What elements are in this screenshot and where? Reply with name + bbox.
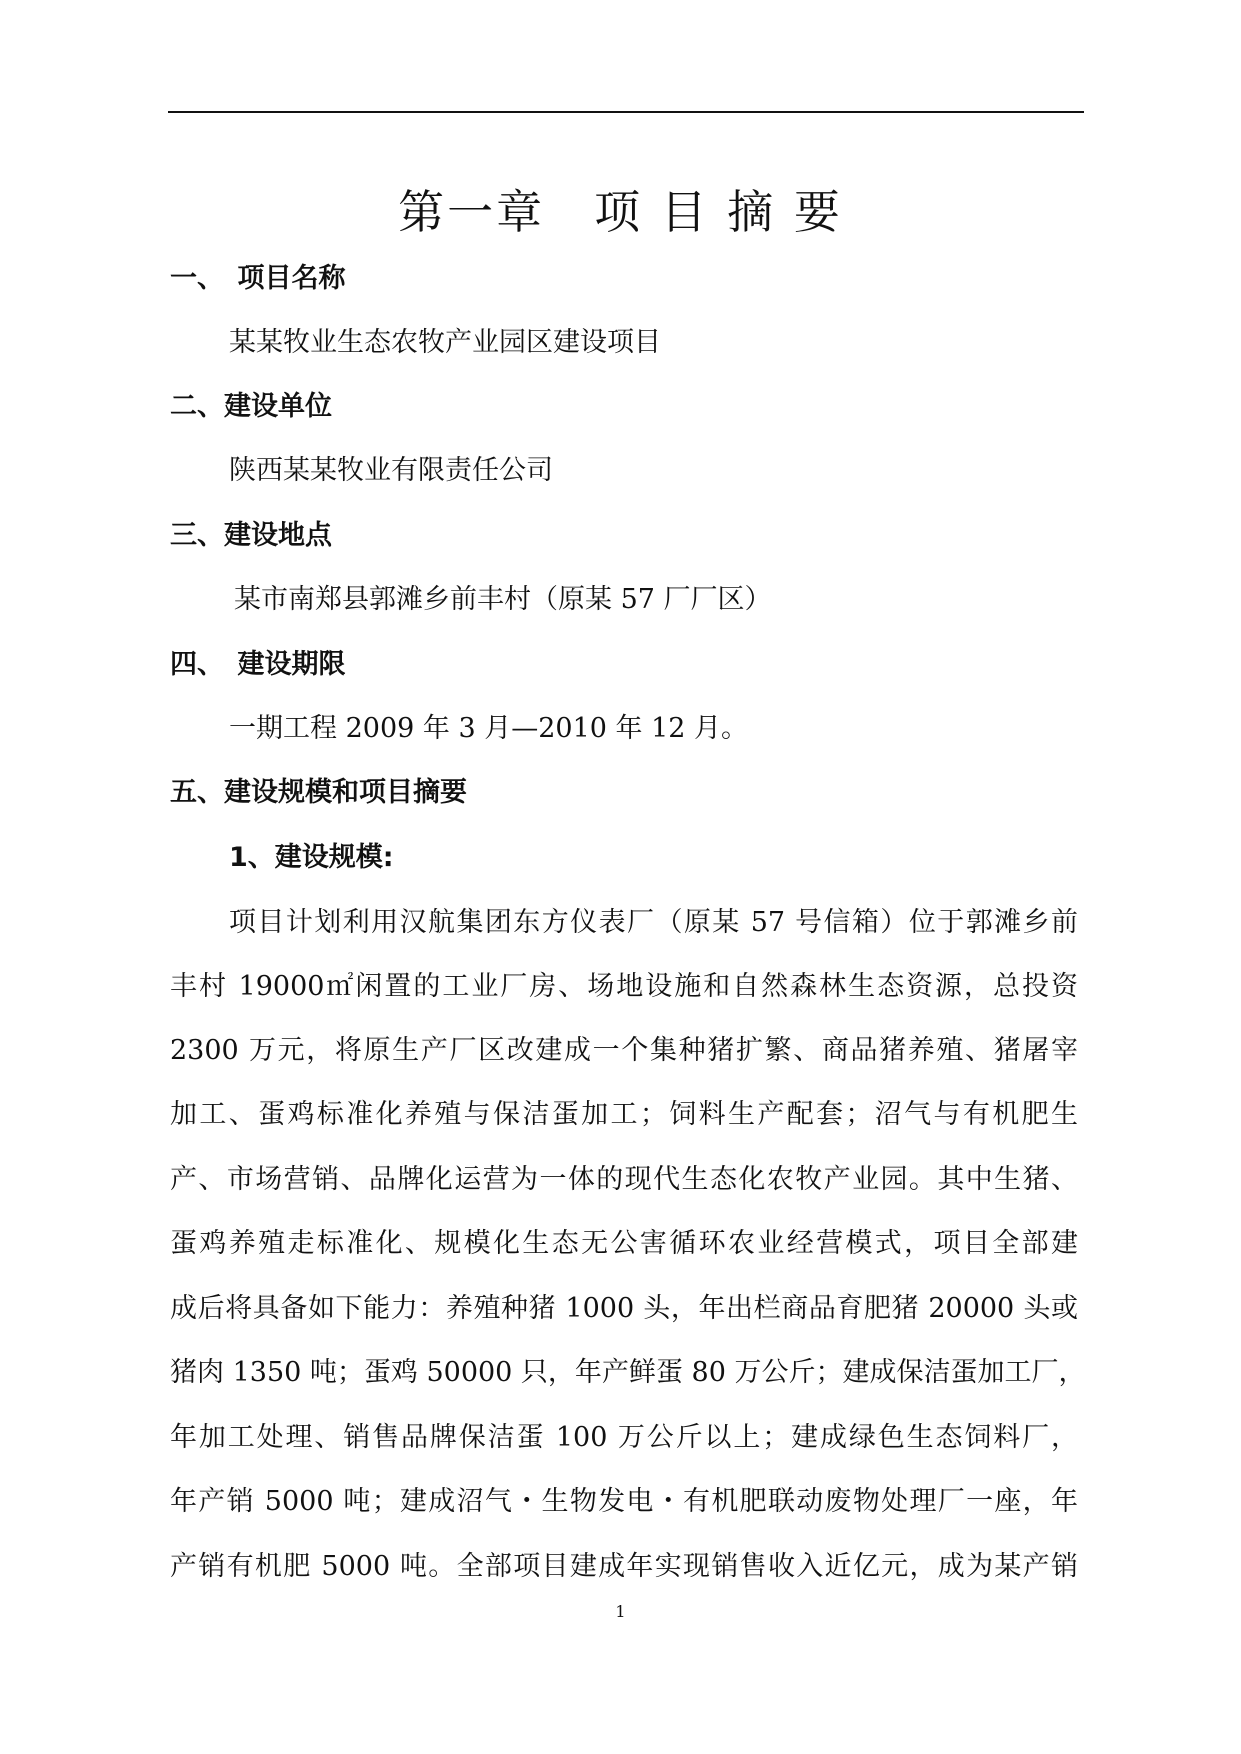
page-title: 第一章 项 目 摘 要 (398, 185, 843, 239)
paragraph-line: 2300 万元，将原生产厂区改建成一个集种猪扩繁、商品猪养殖、猪屠宰 (170, 1035, 1078, 1066)
section-body-construction-site: 某市南郑县郭滩乡前丰村（原某 57 厂厂区） (234, 584, 772, 615)
paragraph-line: 加工、蛋鸡标准化养殖与保洁蛋加工；饲料生产配套；沼气与有机肥生 (170, 1099, 1078, 1130)
section-heading-construction-site: 三、建设地点 (170, 520, 332, 551)
section-body-project-name: 某某牧业生态农牧产业园区建设项目 (229, 327, 661, 358)
section-heading-project-name: 一、 项目名称 (170, 263, 346, 294)
paragraph-line: 项目计划利用汉航集团东方仪表厂（原某 57 号信箱）位于郭滩乡前 (229, 907, 1078, 938)
section-body-construction-period: 一期工程 2009 年 3 月—2010 年 12 月。 (229, 713, 749, 744)
section-body-construction-unit: 陕西某某牧业有限责任公司 (229, 455, 553, 486)
section-heading-construction-period: 四、 建设期限 (170, 649, 346, 680)
paragraph-line: 成后将具备如下能力：养殖种猪 1000 头，年出栏商品育肥猪 20000 头或 (170, 1293, 1078, 1324)
section-heading-construction-unit: 二、建设单位 (170, 391, 332, 422)
paragraph-line: 年产销 5000 吨；建成沼气・生物发电・有机肥联动废物处理厂一座，年 (170, 1486, 1078, 1517)
paragraph-line: 产、市场营销、品牌化运营为一体的现代生态化农牧产业园。其中生猪、 (170, 1164, 1078, 1195)
paragraph-line: 产销有机肥 5000 吨。全部项目建成年实现销售收入近亿元，成为某产销 (170, 1551, 1078, 1582)
header-rule (168, 111, 1084, 113)
subheading-construction-scale: 1、建设规模: (229, 842, 394, 873)
paragraph-line: 猪肉 1350 吨；蛋鸡 50000 只，年产鲜蛋 80 万公斤；建成保洁蛋加工厂， (170, 1357, 1086, 1388)
section-heading-scale-and-summary: 五、建设规模和项目摘要 (170, 777, 467, 808)
page-number: 1 (615, 1602, 626, 1621)
paragraph-line: 年加工处理、销售品牌保洁蛋 100 万公斤以上；建成绿色生态饲料厂， (170, 1422, 1078, 1453)
paragraph-line: 丰村 19000㎡闲置的工业厂房、场地设施和自然森林生态资源，总投资 (170, 971, 1078, 1002)
paragraph-line: 蛋鸡养殖走标准化、规模化生态无公害循环农业经营模式，项目全部建 (170, 1228, 1078, 1259)
